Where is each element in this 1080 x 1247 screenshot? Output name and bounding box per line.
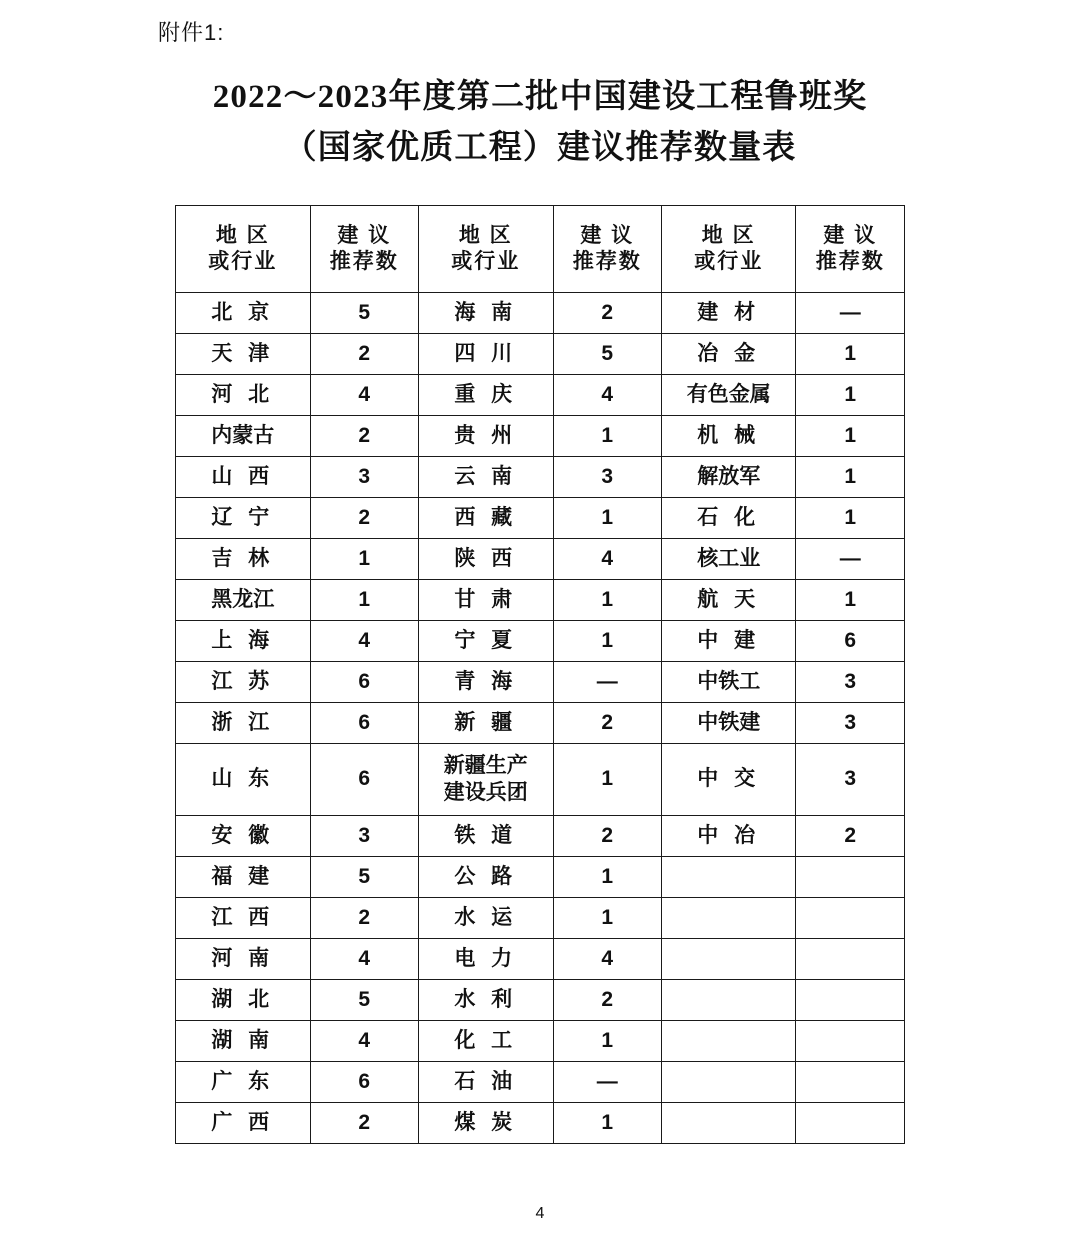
cell-count: 2 [553,816,661,857]
cell-region: 江 苏 [176,662,311,703]
cell-count: 1 [796,334,905,375]
cell-count: 4 [553,539,661,580]
table-row [176,621,905,662]
table-row [176,744,905,816]
cell-count: 1 [553,898,661,939]
cell-region: 黑龙江 [176,580,311,621]
cell-count: 3 [310,816,418,857]
cell-empty [796,1103,905,1144]
cell-empty [661,1021,796,1062]
cell-region: 辽 宁 [176,498,311,539]
cell-region: 广 西 [176,1103,311,1144]
column-header-region-2 [418,206,553,293]
cell-region: 中 交 [661,744,796,816]
cell-region: 航 天 [661,580,796,621]
table-row [176,703,905,744]
cell-count: 1 [553,416,661,457]
cell-empty [661,980,796,1021]
column-header-count-2-line-1: 建 议 [580,223,635,247]
cell-count: 6 [310,1062,418,1103]
column-header-count-3-line-1: 建 议 [823,223,878,247]
table-row [176,293,905,334]
cell-count: 5 [310,980,418,1021]
column-header-count-3-line-2: 推荐数 [815,250,885,273]
cell-region: 北 京 [176,293,311,334]
cell-empty [661,898,796,939]
table-row [176,857,905,898]
cell-region: 水 利 [418,980,553,1021]
cell-empty [796,980,905,1021]
column-header-count-1-line-1: 建 议 [337,223,392,247]
cell-region: 浙 江 [176,703,311,744]
cell-region: 安 徽 [176,816,311,857]
cell-region: 电 力 [418,939,553,980]
cell-count: 2 [553,980,661,1021]
column-header-count-1-line-2: 推荐数 [329,250,399,273]
cell-count: 1 [553,621,661,662]
cell-count: 3 [553,457,661,498]
cell-count: 4 [553,375,661,416]
cell-empty [796,939,905,980]
cell-count: 2 [310,1103,418,1144]
table-body [176,293,905,1144]
recommendation-quota-table [175,205,905,1144]
cell-count: 3 [796,744,905,816]
cell-region: 公 路 [418,857,553,898]
cell-count: — [796,293,905,334]
cell-count: 3 [796,703,905,744]
cell-region: 上 海 [176,621,311,662]
cell-region: 山 西 [176,457,311,498]
cell-count: 5 [553,334,661,375]
column-header-count-3 [796,206,905,293]
cell-region: 西 藏 [418,498,553,539]
cell-count: 1 [310,539,418,580]
cell-count: 1 [553,580,661,621]
cell-region: 湖 北 [176,980,311,1021]
cell-count: 1 [553,744,661,816]
cell-empty [796,898,905,939]
cell-count: 1 [796,580,905,621]
cell-region: 天 津 [176,334,311,375]
table-row [176,1021,905,1062]
cell-region: 山 东 [176,744,311,816]
cell-region: 内蒙古 [176,416,311,457]
cell-region: 解放军 [661,457,796,498]
cell-count: 4 [310,1021,418,1062]
cell-region: 水 运 [418,898,553,939]
table-row [176,375,905,416]
cell-region: 重 庆 [418,375,553,416]
cell-region: 中 建 [661,621,796,662]
cell-count: 1 [796,457,905,498]
cell-region: 吉 林 [176,539,311,580]
column-header-region-3-line-1: 地 区 [701,223,756,247]
column-header-region-1-line-1: 地 区 [215,223,270,247]
cell-empty [796,857,905,898]
table-row [176,898,905,939]
table-row [176,1103,905,1144]
cell-count: 2 [310,898,418,939]
table-row [176,1062,905,1103]
cell-region: 煤 炭 [418,1103,553,1144]
table-header-row [176,206,905,293]
cell-region: 海 南 [418,293,553,334]
table-row [176,334,905,375]
table-row [176,580,905,621]
cell-count: 6 [310,744,418,816]
cell-region: 青 海 [418,662,553,703]
column-header-region-3 [661,206,796,293]
cell-region: 铁 道 [418,816,553,857]
cell-count: 1 [553,1103,661,1144]
attachment-label: 附件1: [158,20,225,45]
cell-count: 1 [796,416,905,457]
cell-region: 石 油 [418,1062,553,1103]
cell-count: 2 [310,334,418,375]
cell-region: 河 南 [176,939,311,980]
cell-region: 中 冶 [661,816,796,857]
cell-region: 机 械 [661,416,796,457]
cell-region: 化 工 [418,1021,553,1062]
column-header-region-2-line-1: 地 区 [458,223,513,247]
table-row [176,416,905,457]
column-header-region-1-line-2: 或行业 [208,250,278,273]
cell-count: 1 [553,1021,661,1062]
cell-region: 广 东 [176,1062,311,1103]
cell-count: 1 [553,498,661,539]
cell-count: — [553,662,661,703]
column-header-count-2 [553,206,661,293]
cell-region: 四 川 [418,334,553,375]
page-number: 4 [535,1205,545,1222]
table-row [176,662,905,703]
cell-region: 甘 肃 [418,580,553,621]
cell-region: 江 西 [176,898,311,939]
table-row [176,816,905,857]
table-row [176,939,905,980]
cell-region: 河 北 [176,375,311,416]
column-header-count-2-line-2: 推荐数 [572,250,642,273]
cell-count: 5 [310,857,418,898]
cell-count: 2 [310,498,418,539]
cell-empty [661,857,796,898]
cell-empty [796,1062,905,1103]
cell-count: 5 [310,293,418,334]
cell-region: 有色金属 [661,375,796,416]
cell-count: 6 [310,703,418,744]
page-title-line-2: （国家优质工程）建议推荐数量表 [283,130,797,167]
cell-count: 4 [553,939,661,980]
cell-count: — [553,1062,661,1103]
cell-count: 1 [310,580,418,621]
column-header-region-3-line-2: 或行业 [694,250,764,273]
cell-count: 1 [796,498,905,539]
cell-count: 2 [553,293,661,334]
cell-region: 新 疆 [418,703,553,744]
cell-region: 湖 南 [176,1021,311,1062]
cell-region: 贵 州 [418,416,553,457]
table-row [176,980,905,1021]
table-row [176,539,905,580]
cell-region: 云 南 [418,457,553,498]
cell-count: 6 [310,662,418,703]
cell-region: 中铁建 [661,703,796,744]
cell-count: 6 [796,621,905,662]
cell-region: 福 建 [176,857,311,898]
cell-count: — [796,539,905,580]
cell-region: 核工业 [661,539,796,580]
cell-count: 1 [796,375,905,416]
cell-count: 2 [553,703,661,744]
cell-region: 石 化 [661,498,796,539]
cell-count: 1 [553,857,661,898]
column-header-count-1 [310,206,418,293]
cell-region: 陕 西 [418,539,553,580]
page-title-line-1: 2022～2023年度第二批中国建设工程鲁班奖 [212,79,868,115]
column-header-region-1 [176,206,311,293]
cell-count: 4 [310,939,418,980]
cell-empty [661,1062,796,1103]
cell-empty [661,1103,796,1144]
table-row [176,457,905,498]
table-row [176,498,905,539]
cell-region: 宁 夏 [418,621,553,662]
cell-empty [661,939,796,980]
cell-count: 4 [310,621,418,662]
cell-count: 2 [310,416,418,457]
column-header-region-2-line-2: 或行业 [451,250,521,273]
cell-count: 3 [310,457,418,498]
cell-count: 2 [796,816,905,857]
cell-region: 中铁工 [661,662,796,703]
cell-count: 4 [310,375,418,416]
cell-empty [796,1021,905,1062]
cell-region-multiline: 新疆生产 建设兵团 [418,744,553,816]
cell-region: 建 材 [661,293,796,334]
cell-region: 冶 金 [661,334,796,375]
page-title [0,72,1080,174]
cell-count: 3 [796,662,905,703]
